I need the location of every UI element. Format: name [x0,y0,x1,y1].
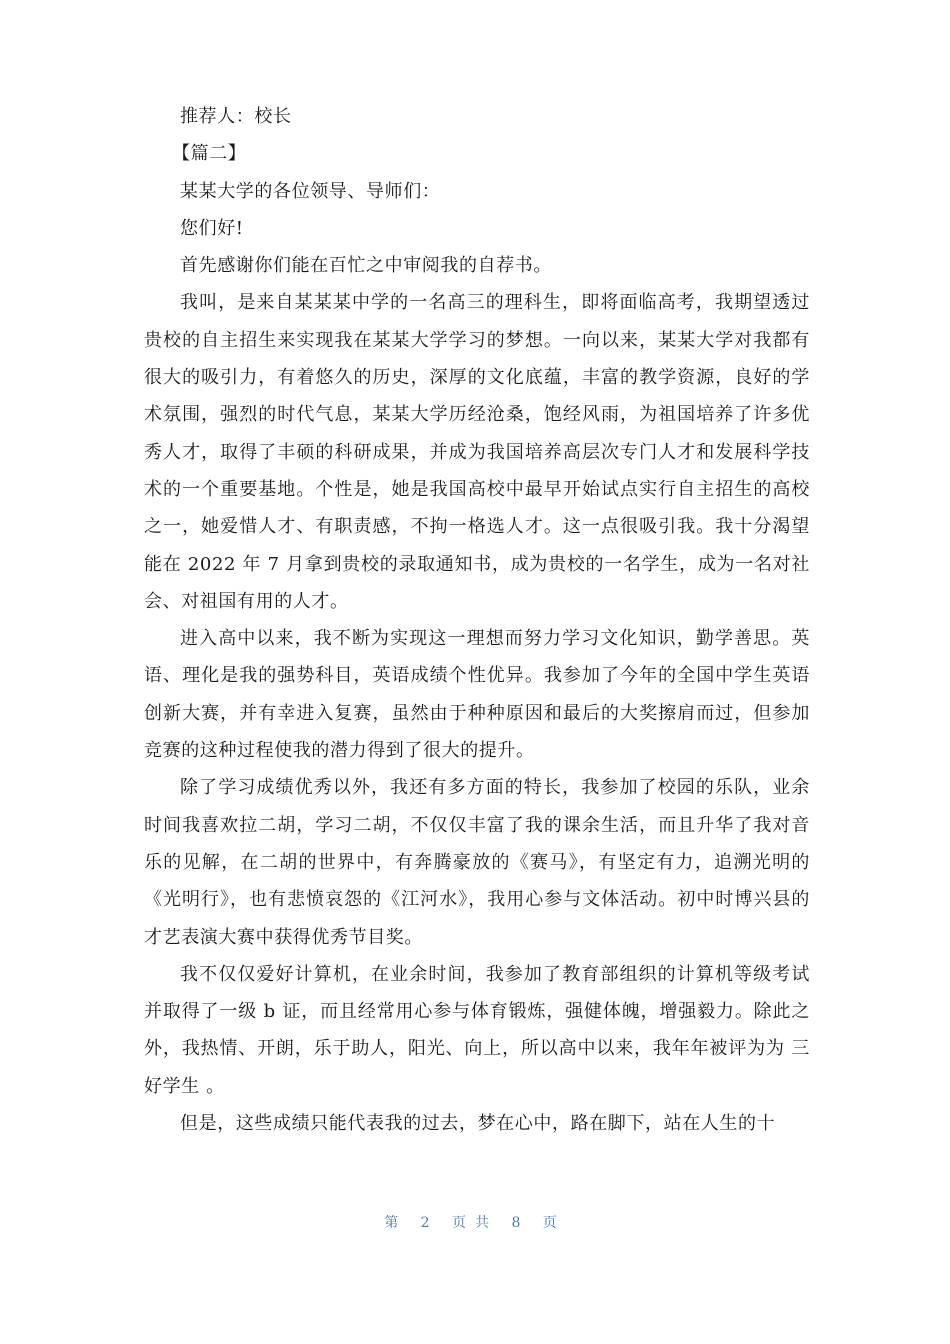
body-paragraph-2: 进入高中以来，我不断为实现这一理想而努力学习文化知识，勤学善思。英语、理化是我的强势科目，英语成绩个性优异。我参加了今年的全国中学生英语创新大赛，并有幸进入复赛，虽然由于种种原因和最后的大奖擦肩而过，但参加竞赛的这种过程使我的潜力得到了很大的提升。 [144,628,810,762]
body-paragraph-5: 但是，这些成绩只能代表我的过去，梦在心中，路在脚下，站在人生的十 [180,1113,776,1135]
body-paragraph-4: 我不仅仅爱好计算机，在业余时间，我参加了教育部组织的计算机等级考试并取得了一级 b 证，而且经常用心参与体育锻炼，强健体魄，增强毅力。除此之外，我热情、开朗，乐于助人，阳光、向上，所以高中以来，我年年被评为为 三好学生 。 [144,963,810,1097]
salutation: 某某大学的各位领导、导师们： [180,180,441,202]
section-heading: 【篇二】 [172,143,247,165]
page-number-footer: 第 2 页共 8 页 [384,1215,566,1231]
opening-line: 首先感谢你们能在百忙之中审阅我的自荐书。 [180,255,552,277]
body-paragraph-1: 我叫，是来自某某某中学的一名高三的理科生，即将面临高考，我期望透过贵校的自主招生来实现我在某某大学学习的梦想。一向以来，某某大学对我都有很大的吸引力，有着悠久的历史，深厚的文化底蕴，丰富的教学资源，良好的学术氛围，强烈的时代气息，某某大学历经沧桑，饱经风雨，为祖国培养了许多优秀人才，取得了丰硕的科研成果，并成为我国培养高层次专门人才和发展科学技术的一个重要基地。个性是，她是我国高校中最早开始试点实行自主招生的高校之一，她爱惜人才、有职责感，不拘一格选人才。这一点很吸引我。我十分渴望能在 2022 年 7 月拿到贵校的录取通知书，成为贵校的一名学生，成为一名对社会、对祖国有用的人才。 [144,292,810,612]
recommender-line: 推荐人：校长 [180,106,292,127]
greeting: 您们好! [180,217,244,239]
document-body [144,98,810,1142]
body-paragraph-3: 除了学习成绩优秀以外，我还有多方面的特长，我参加了校园的乐队，业余时间我喜欢拉二胡，学习二胡，不仅仅丰富了我的课余生活，而且升华了我对音乐的见解，在二胡的世界中，有奔腾豪放的《赛马》，有坚定有力，追溯光明的《光明行》，也有悲愤哀怨的《江河水》，我用心参与文体活动。初中时博兴县的才艺表演大赛中获得优秀节目奖。 [144,777,810,948]
